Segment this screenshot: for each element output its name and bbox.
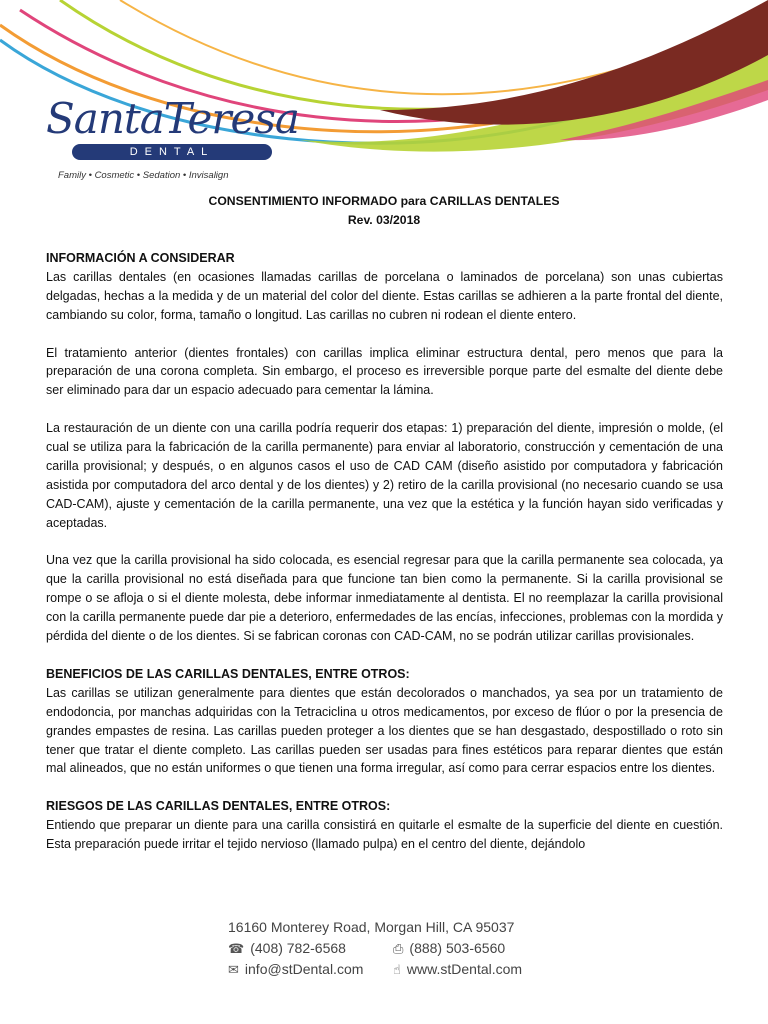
paragraph: El tratamiento anterior (dientes frontales) con carillas implica eliminar estructura dental, pero menos que para la preparación de una corona completa. Sin embargo, el proceso es irreversible porque parte del esmalte del diente debe ser eliminado para dar un espacio adecuado para cementar la lámina.	[46, 345, 723, 398]
logo-brand-text: SantaTeresa	[46, 94, 299, 143]
phone-number[interactable]: (408) 782-6568	[250, 940, 346, 956]
paragraph: Entiendo que preparar un diente para una carilla consistirá en quitarle el esmalte de la superficie del diente en cuestión. Esta preparación puede irritar el tejido nervioso (llamado pulpa) en el centro del diente, dejándolo	[46, 818, 723, 852]
website-link[interactable]: www.stDental.com	[406, 961, 523, 977]
logo-tagline: Family • Cosmetic • Sedation • Invisalign	[58, 170, 229, 181]
phone-icon: ☎	[228, 941, 245, 956]
paragraph: Las carillas dentales (en ocasiones llamadas carillas de porcelana o laminados de porcelana) son unas cubiertas delgadas, hechas a la medida y de un material del color del diente. Estas carillas se adhieren a la parte frontal del diente, cambiando su color, forma, tamaño o longitud. Las carillas no cubren ni rodean el diente entero.	[46, 269, 723, 322]
footer-contact	[228, 917, 588, 980]
email-link[interactable]: info@stDental.com	[244, 961, 364, 977]
logo-dental-band: DENTAL	[72, 144, 272, 160]
section-heading-benefits: BENEFICIOS DE LAS CARILLAS DENTALES, ENTRE OTROS:	[46, 666, 410, 681]
paragraph: Las carillas se utilizan generalmente para dientes que están decolorados o manchados, ya sea por un tratamiento de endodoncia, por manchas adquiridas con la Tetraciclina u otros medicamentos, por exceso de flúor o por la presencia de grandes empastes de resina. Las carillas pueden proteger a los dientes que se han desgastado, despostillado o roto sin tener que tratar el diente completo. Las carillas pueden ser usadas para fines estéticos para reparar dientes que están mal alineados, que no están uniformes o que tienen una forma irregular, así como para cerrar espacios entre los dientes.	[46, 685, 723, 776]
document-body	[46, 249, 723, 854]
cursor-icon: ☝	[393, 962, 401, 977]
paragraph: Una vez que la carilla provisional ha sido colocada, es esencial regresar para que la carilla permanente sea colocada, ya que la carilla provisional no está diseñada para que funcione tan bien como la permanente. Si la carilla provisional se rompe o se afloja o si el diente molesta, debe informar inmediatamente al dentista. El no reemplazar la carilla provisional con la carilla permanente puede dar pie a deterioro, enfermedades de las encías, infecciones, problemas con la mordida y pérdida del diente o de los dientes. Si se fabrican coronas con CAD-CAM, no se podrán utilizar carillas provisionales.	[46, 553, 723, 644]
paragraph: La restauración de un diente con una carilla podría requerir dos etapas: 1) preparación del diente, impresión o molde, (el cual se utiliza para la fabricación de la carilla permanente) para enviar al laboratorio, construcción y cementación de una carilla provisional; y después, o en algunos casos el uso de CAD CAM (diseño asistido por computadora y fabricación asistida por computadora del arco dental y de los dientes) y 2) retiro de la carilla provisional (no necesario cuando se usa CAD-CAM), ajuste y cementación de la carilla permanente, una vez que la estética y la función hayan sido verificadas y aceptadas.	[46, 421, 723, 530]
section-heading-info: INFORMACIÓN A CONSIDERAR	[46, 251, 235, 265]
section-heading-risks: RIESGOS DE LAS CARILLAS DENTALES, ENTRE OTROS:	[46, 799, 391, 814]
document-revision: Rev. 03/2018	[347, 213, 421, 227]
envelope-icon: ✉	[228, 962, 239, 977]
fax-number: (888) 503-6560	[409, 940, 506, 956]
fax-icon: ⎙	[393, 941, 404, 956]
santa-teresa-dental-logo	[42, 92, 299, 188]
document-title: CONSENTIMIENTO INFORMADO para CARILLAS DENTALES	[208, 194, 560, 208]
address-text: 16160 Monterey Road, Morgan Hill, CA 95037	[228, 919, 515, 935]
